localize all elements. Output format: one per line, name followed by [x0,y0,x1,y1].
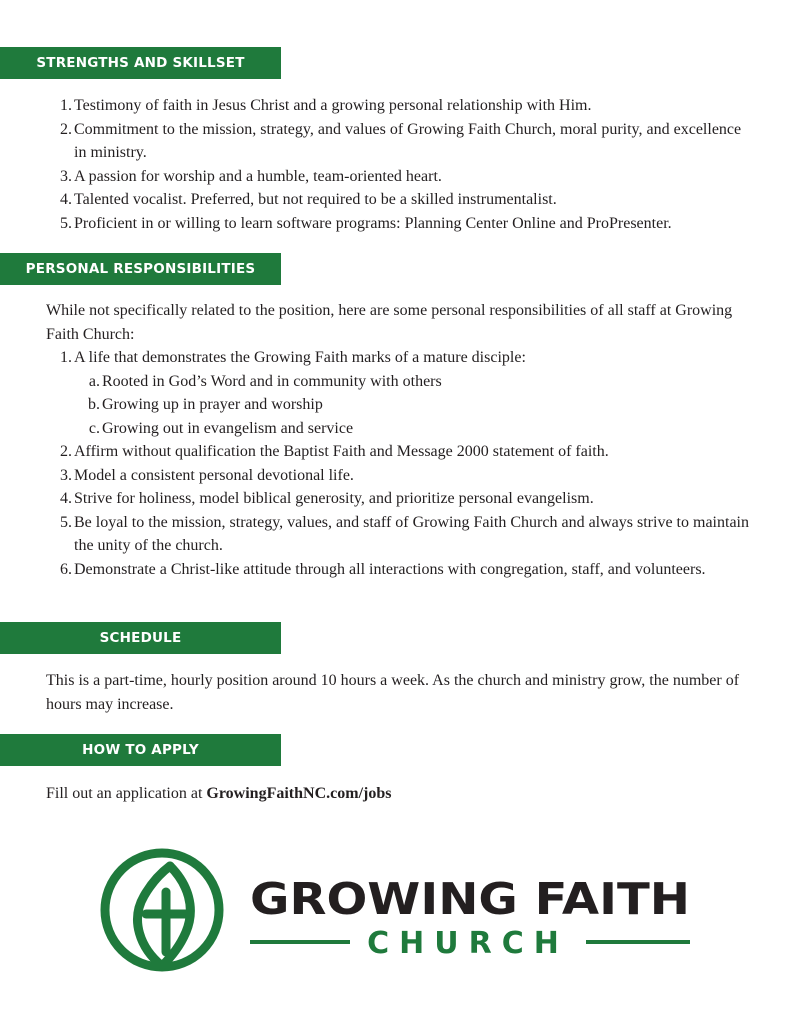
schedule-section [46,669,756,716]
sub-list-item: a. Rooted in God’s Word and in community with others [88,372,442,390]
list-item: 3. A passion for worship and a humble, team-oriented heart. [60,167,442,185]
schedule-heading: SCHEDULE [0,622,281,654]
list-item: 2. Commitment to the mission, strategy, and values of Growing Faith Church, moral purity, and excellence in ministry. [60,120,742,161]
list-item: 4. Talented vocalist. Preferred, but not required to be a skilled instrumentalist. [60,191,557,208]
sub-list-item: c. Growing out in evangelism and service [88,419,354,437]
personal-intro: While not specifically related to the position, here are some personal responsibilities of all staff at Growing Faith Church: [46,302,733,343]
list-item: 1. A life that demonstrates the Growing Faith marks of a mature disciple: [60,349,526,366]
strengths-section [46,94,756,235]
apply-section [46,782,756,806]
list-item: 6. Demonstrate a Christ-like attitude through all interactions with congregation, staff, and volunteers. [60,560,706,578]
list-item: 3. Model a consistent personal devotional life. [60,466,354,484]
schedule-text: This is a part-time, hourly position around 10 hours a week. As the church and ministry grow, the number of hours may increase. [46,672,740,713]
sub-list-item: b. Growing up in prayer and worship [88,396,323,413]
logo-line2: CHURCH [367,926,569,961]
personal-heading: PERSONAL RESPONSIBILITIES [0,253,281,285]
apply-line [46,782,756,806]
list-item: 5. Be loyal to the mission, strategy, values, and staff of Growing Faith Church and always strive to maintain the unity of the church. [60,513,749,554]
personal-list [46,346,756,581]
leaf-cross-icon [105,853,219,967]
list-item: 5. Proficient in or willing to learn software programs: Planning Center Online and ProPresenter. [60,214,672,232]
apply-text: Fill out an application at [46,785,203,802]
strengths-list [46,94,756,235]
strengths-heading: STRENGTHS AND SKILLSET [0,47,281,79]
apply-heading: HOW TO APPLY [0,734,281,766]
list-item: 2. Affirm without qualification the Baptist Faith and Message 2000 statement of faith. [60,443,609,460]
church-logo [100,848,700,978]
personal-section [46,299,756,581]
apply-link[interactable]: GrowingFaithNC.com/jobs [206,785,392,802]
list-item: 1. Testimony of faith in Jesus Christ and a growing personal relationship with Him. [60,97,592,114]
logo-line1: GROWING FAITH [250,874,690,925]
list-item: 4. Strive for holiness, model biblical generosity, and prioritize personal evangelism. [60,490,594,507]
